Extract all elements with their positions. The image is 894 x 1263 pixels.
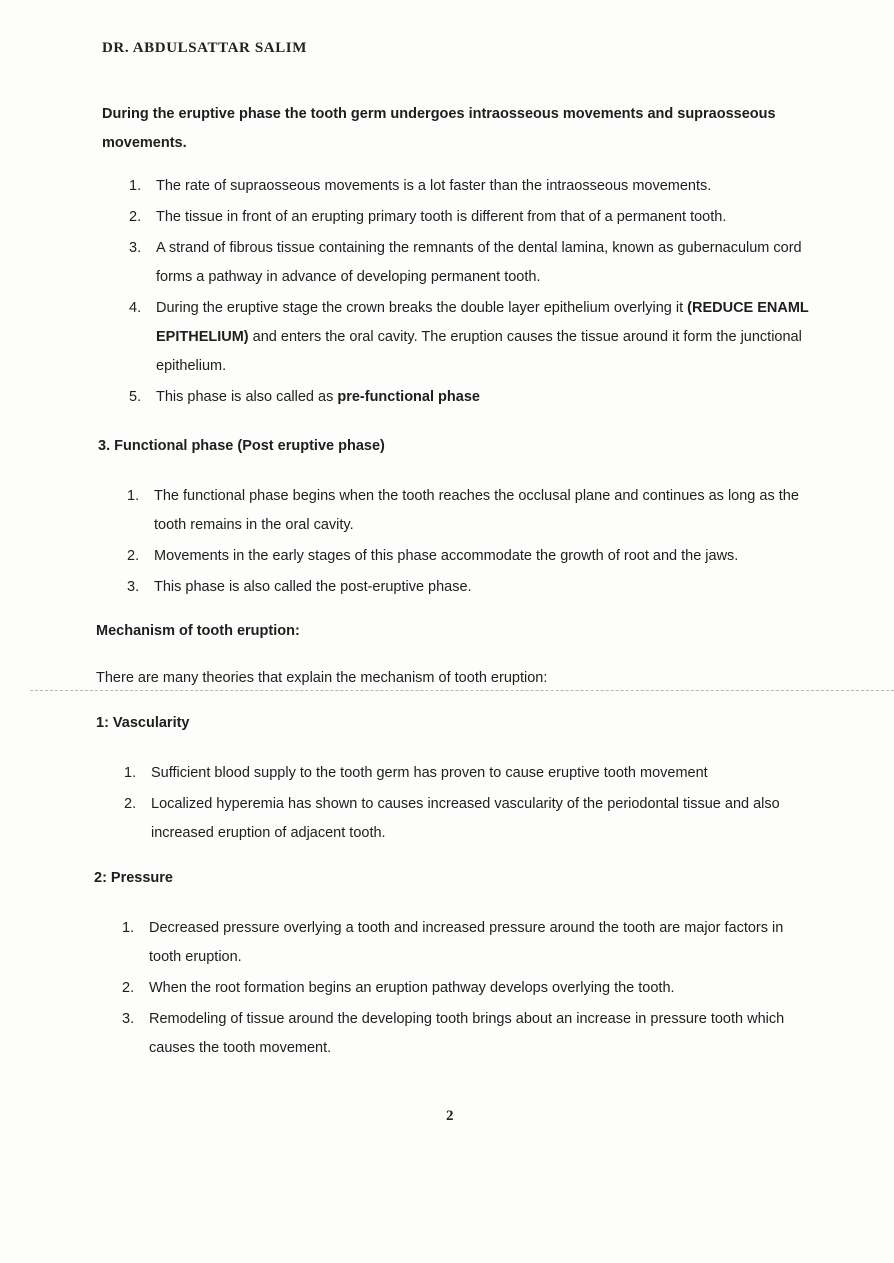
list-item — [122, 974, 814, 1003]
list-item-text: Localized hyperemia has shown to causes increased vascularity of the periodontal tissue and also increased eruption of adjacent tooth. — [151, 796, 780, 841]
pressure-heading: 2: Pressure — [94, 870, 173, 886]
list-number: 2. — [129, 209, 142, 225]
mechanism-heading: Mechanism of tooth eruption: — [96, 623, 300, 639]
list-number: 1. — [129, 178, 142, 194]
page-header-author: DR. ABDULSATTAR SALIM — [102, 40, 307, 56]
list-item-emphasis: (REDUCE ENAML EPITHELIUM) — [156, 300, 809, 345]
list-item-emphasis: pre-functional phase — [337, 389, 480, 405]
list-number: 1. — [127, 488, 140, 504]
list-number: 1. — [122, 920, 135, 936]
list-item — [129, 234, 816, 292]
list-item — [127, 542, 819, 571]
list-item-text: A strand of fibrous tissue containing the remnants of the dental lamina, known as gubernaculum cord forms a pathway in advance of developing permanent tooth. — [156, 240, 802, 285]
list-item — [129, 172, 816, 201]
list-item-text: The tissue in front of an erupting primary tooth is different from that of a permanent tooth. — [156, 209, 727, 225]
list-item — [129, 203, 816, 232]
list-item — [122, 914, 814, 972]
eruptive-phase-list — [129, 172, 816, 414]
functional-phase-list — [127, 482, 819, 604]
scan-fold-line — [30, 690, 894, 691]
page-number: 2 — [446, 1108, 454, 1124]
pressure-list — [122, 914, 814, 1065]
list-number: 3. — [129, 240, 142, 256]
list-item — [127, 482, 819, 540]
list-item — [124, 790, 801, 848]
intro-paragraph: During the eruptive phase the tooth germ undergoes intraosseous movements and supraosseous movements. — [102, 106, 776, 151]
list-item — [129, 383, 816, 412]
list-item-text: This phase is also called as — [156, 389, 338, 405]
list-item-text: Movements in the early stages of this phase accommodate the growth of root and the jaws. — [154, 548, 739, 564]
vascularity-list — [124, 759, 801, 850]
mechanism-intro: There are many theories that explain the mechanism of tooth eruption: — [96, 670, 548, 686]
list-item-text: Remodeling of tissue around the developing tooth brings about an increase in pressure tooth which causes the tooth movement. — [149, 1011, 785, 1056]
list-item-text: The rate of supraosseous movements is a lot faster than the intraosseous movements. — [156, 178, 712, 194]
list-number: 3. — [122, 1011, 135, 1027]
list-item-text: Decreased pressure overlying a tooth and increased pressure around the tooth are major factors in tooth eruption. — [149, 920, 784, 965]
vascularity-heading: 1: Vascularity — [96, 715, 190, 731]
list-number: 2. — [127, 548, 140, 564]
list-number: 5. — [129, 389, 142, 405]
list-item — [127, 573, 819, 602]
list-number: 2. — [124, 796, 137, 812]
list-item — [124, 759, 801, 788]
functional-phase-heading: 3. Functional phase (Post eruptive phase) — [98, 438, 385, 454]
list-number: 1. — [124, 765, 137, 781]
list-number: 2. — [122, 980, 135, 996]
list-item-text: During the eruptive stage the crown breaks the double layer epithelium overlying it — [156, 300, 688, 316]
list-item-text: When the root formation begins an eruption pathway develops overlying the tooth. — [149, 980, 675, 996]
list-item-text: and enters the oral cavity. The eruption causes the tissue around it form the junctional epithelium. — [156, 329, 802, 374]
list-number: 4. — [129, 300, 142, 316]
list-number: 3. — [127, 579, 140, 595]
list-item-text: Sufficient blood supply to the tooth germ has proven to cause eruptive tooth movement — [151, 765, 708, 781]
list-item-text: This phase is also called the post-eruptive phase. — [154, 579, 472, 595]
list-item — [129, 294, 816, 381]
list-item — [122, 1005, 814, 1063]
list-item-text: The functional phase begins when the tooth reaches the occlusal plane and continues as long as the tooth remains in the oral cavity. — [154, 488, 799, 533]
